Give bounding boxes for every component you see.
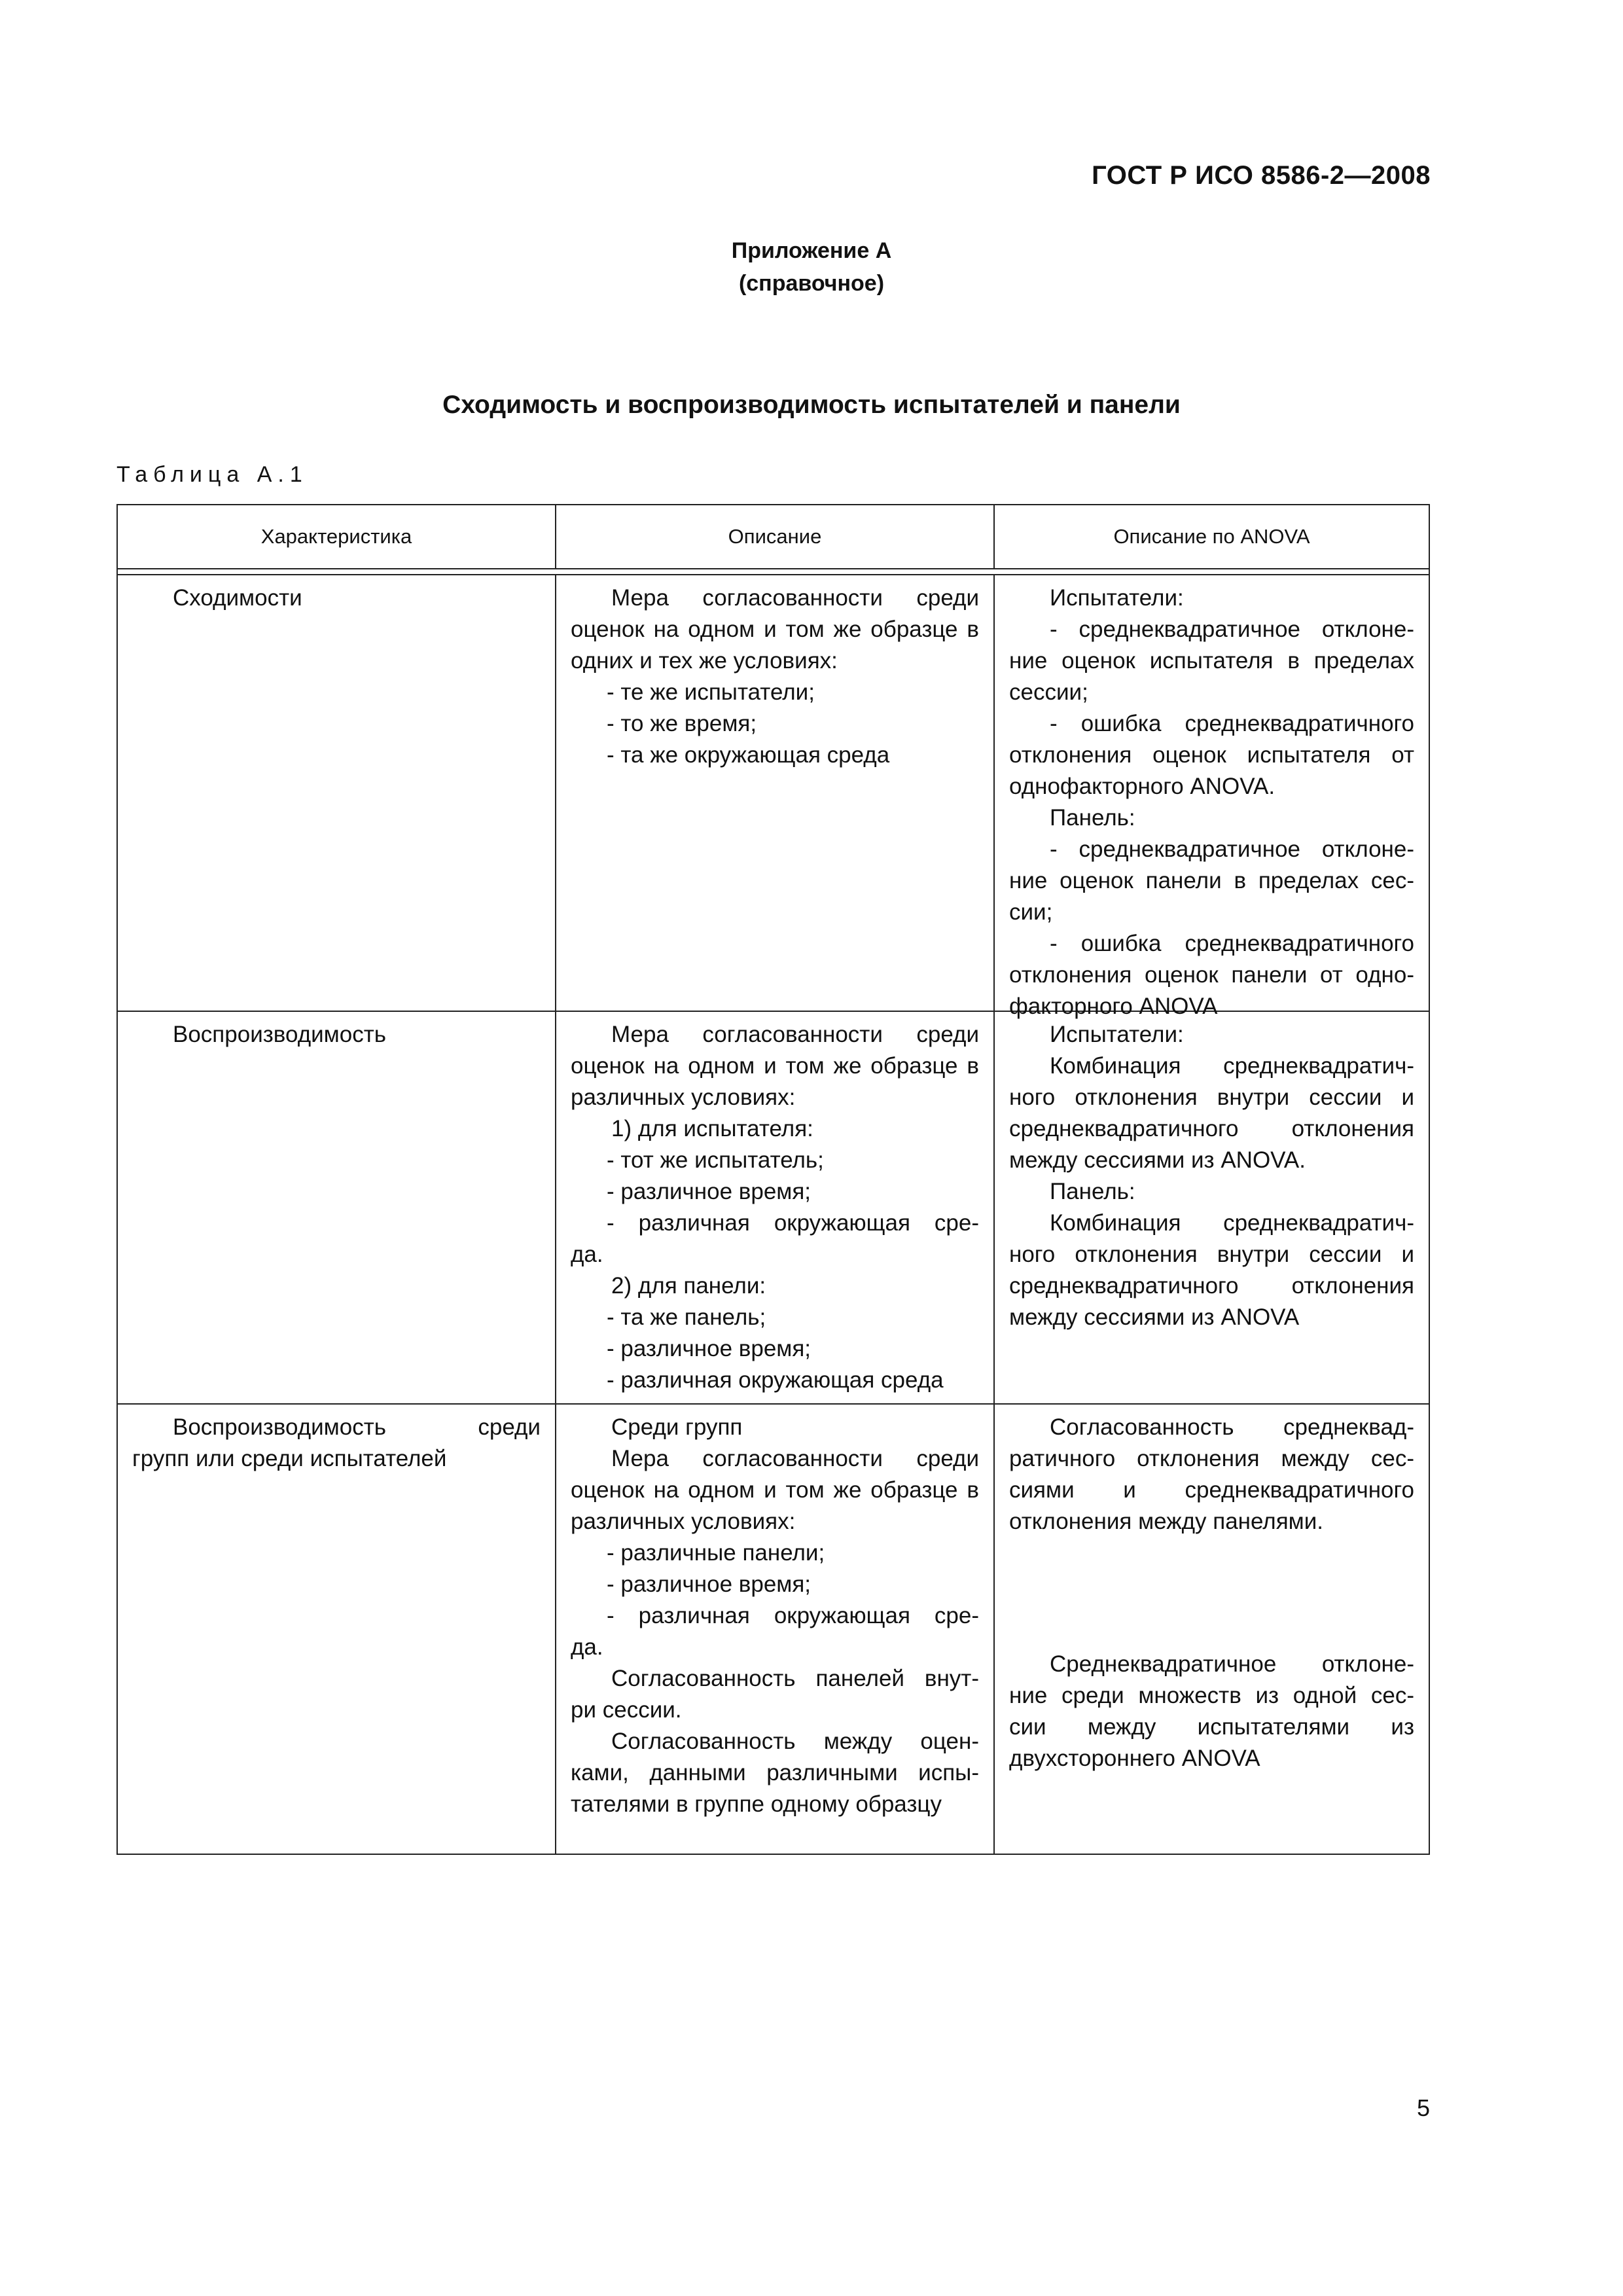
cell-description [555,1012,993,1403]
cell-line: Воспроизводимость среди [173,1414,541,1440]
cell-line: ние оценок панели в пределах сес- [1009,868,1414,893]
cell-description [555,575,993,1022]
cell-line: Согласованность среднеквад- [1050,1414,1414,1440]
cell-line: да. [571,1242,603,1267]
cell-line: между сессиями из ANOVA [1009,1304,1300,1330]
cell-line: - различная окружающая сре- [607,1210,979,1236]
cell-line: Воспроизводимость [173,1022,386,1047]
cell-line: Комбинация среднеквадратич- [1050,1053,1414,1079]
cell-line: Комбинация среднеквадратич- [1050,1210,1414,1236]
table-header [118,505,1429,569]
cell-line: оценок на одном и том же образце в [571,617,979,642]
cell-line: оценок на одном и том же образце в [571,1053,979,1079]
cell-line: - различное время; [607,1571,812,1597]
cell-line: отклонения между панелями. [1009,1509,1324,1534]
cell-line: одних и тех же условиях: [571,648,838,673]
cell-line: - тот же испытатель; [607,1147,824,1173]
cell-anova [993,575,1429,1022]
cell-line: - различное время; [607,1336,812,1361]
cell-line: Панель: [1050,1179,1135,1204]
cell-line: 1) для испытателя: [611,1116,813,1141]
cell-line: ками, данными различными испы- [571,1760,979,1785]
cell-line: среднеквадратичного отклонения [1009,1116,1414,1141]
cell-characteristic [118,575,555,1022]
cell-line: двухстороннего ANOVA [1009,1746,1260,1771]
cell-line: Мера согласованности среди [611,1446,979,1471]
cell-line: сии между испытателями из [1009,1714,1414,1740]
col-header-characteristic: Характеристика [260,525,412,548]
cell-gap [1009,1537,1414,1649]
cell-line: - различные панели; [607,1540,825,1566]
cell-line: да. [571,1634,603,1660]
cell-line: - ошибка среднеквадратичного [1050,711,1414,736]
cell-line: Согласованность между оцен- [611,1729,979,1754]
cell-line: Согласованность панелей внут- [611,1666,979,1691]
cell-line: оценок на одном и том же образце в [571,1477,979,1503]
cell-line: Панель: [1050,805,1135,831]
cell-line: - те же испытатели; [607,679,815,705]
cell-line: Мера согласованности среди [611,1022,979,1047]
cell-anova [993,1405,1429,1854]
cell-description [555,1405,993,1854]
page-number: 5 [1416,2094,1430,2121]
cell-line: ние среди множеств из одной сес- [1009,1683,1414,1708]
cell-line: между сессиями из ANOVA. [1009,1147,1306,1173]
standard-code: ГОСТ Р ИСО 8586-2—2008 [1092,161,1431,190]
cell-line: ного отклонения внутри сессии и [1009,1085,1414,1110]
cell-characteristic [118,1012,555,1403]
cell-line: - различное время; [607,1179,812,1204]
cell-line: ратичного отклонения между сес- [1009,1446,1414,1471]
cell-line: Испытатели: [1050,585,1184,611]
cell-line: - различная окружающая сре- [607,1603,979,1628]
table-row [118,1011,1429,1403]
cell-line: - среднеквадратичное отклоне- [1050,836,1414,862]
annex-heading [0,234,1623,300]
cell-line: различных условиях: [571,1509,796,1534]
cell-line: ного отклонения внутри сессии и [1009,1242,1414,1267]
cell-line: сии; [1009,899,1053,925]
cell-anova [993,1012,1429,1403]
cell-line: среднеквадратичного отклонения [1009,1273,1414,1299]
table [116,504,1430,1855]
cell-line: - среднеквадратичное отклоне- [1050,617,1414,642]
table-row [118,1403,1429,1854]
cell-line: сессии; [1009,679,1088,705]
cell-line: отклонения оценок панели от одно- [1009,962,1414,988]
cell-line: тателями в группе одному образцу [571,1791,942,1817]
col-header-anova: Описание по ANOVA [993,505,1429,568]
cell-line: сиями и среднеквадратичного [1009,1477,1414,1503]
cell-line: факторного ANOVA [1009,994,1218,1019]
cell-line: ри сессии. [571,1697,682,1723]
cell-line: групп или среди испытателей [132,1446,447,1471]
cell-line: Среди групп [611,1414,743,1440]
cell-line: Среднеквадратичное отклоне- [1050,1651,1414,1677]
col-header-description: Описание [555,505,993,568]
cell-line: - та же окружающая среда [607,742,890,768]
cell-line: различных условиях: [571,1085,796,1110]
cell-line: Мера согласованности среди [611,585,979,611]
cell-line: Испытатели: [1050,1022,1184,1047]
cell-line: Сходимости [173,585,302,611]
cell-line: отклонения оценок испытателя от [1009,742,1414,768]
cell-line: - та же панель; [607,1304,766,1330]
cell-line: - ошибка среднеквадратичного [1050,931,1414,956]
cell-characteristic [118,1405,555,1854]
header-separator [118,569,1429,574]
table-row [118,574,1429,1019]
annex-label: Приложение А [731,238,892,263]
section-title: Сходимость и воспроизводимость испытателей и панели [442,391,1181,419]
table-caption: Таблица А.1 [116,462,308,487]
cell-line: 2) для панели: [611,1273,766,1299]
annex-type: (справочное) [738,271,885,296]
cell-line: - то же время; [607,711,757,736]
cell-line: ние оценок испытателя в пределах [1009,648,1414,673]
cell-line: однофакторного ANOVA. [1009,774,1275,799]
cell-line: - различная окружающая среда [607,1367,944,1393]
